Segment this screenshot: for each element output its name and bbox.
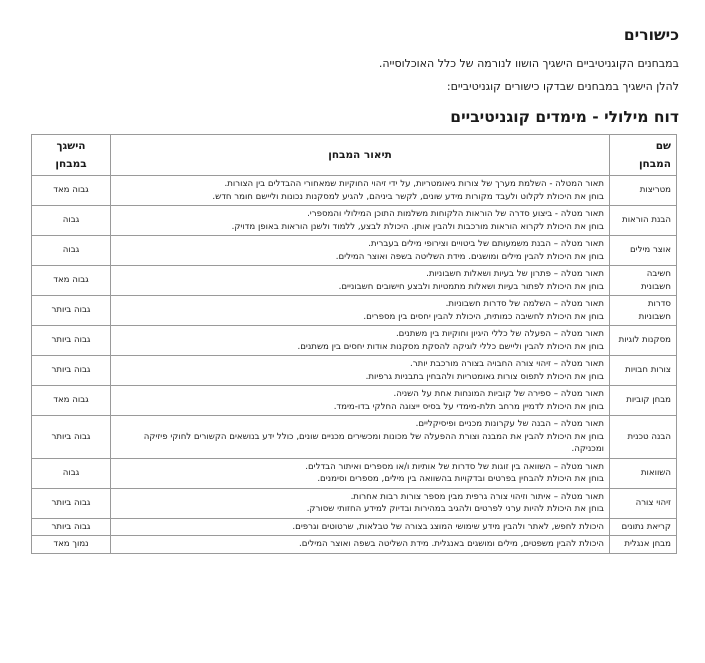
table-row	[32, 386, 677, 416]
achievement-level: גבוה	[32, 458, 111, 488]
test-description: תאור מטלה – השוואה בין זוגות של סדרות של אותיות ו/או מספרים ואיתור הבדלים. בוחן את היכולת להבחין בפרטים ובדקויות בהשוואה בין מילים, מספרים וסימנים.	[111, 458, 610, 488]
achievement-level: גבוה מאד	[32, 386, 111, 416]
test-description: תאור מטלה – זיהוי צורה החבויה בצורה מורכבת יותר. בוחן את היכולת לתפוס צורות גאומטריות ולהבחין בתבניות גרפיות.	[111, 356, 610, 386]
intro-line-norm: במבחנים הקוגניטיביים הישגיך הושוו לנורמה של כלל האוכלוסייה.	[378, 57, 679, 70]
test-name: זיהוי צורה	[610, 488, 677, 518]
table-row	[32, 356, 677, 386]
achievement-level: גבוה ביותר	[32, 296, 111, 326]
table-row	[32, 458, 677, 488]
test-name: מסקנות לוגיות	[610, 326, 677, 356]
achievement-level: גבוה ביותר	[32, 518, 111, 536]
test-name: הבנה טכנית	[610, 416, 677, 459]
achievement-level: גבוה	[32, 236, 111, 266]
achievement-level: נמוך מאד	[32, 536, 111, 554]
test-name: מבחן אנגלית	[610, 536, 677, 554]
table-row	[32, 488, 677, 518]
test-description: תאור מטלה – הפעלה של כללי היגיון וחוקיות בין משתנים. בוחן את היכולת להבין וליישם כללי לוגיקה להסקת מסקנות אודות יחסים בין משתנים.	[111, 326, 610, 356]
table-row	[32, 416, 677, 459]
table-row	[32, 518, 677, 536]
table-row	[32, 536, 677, 554]
test-name: השוואות	[610, 458, 677, 488]
table-header-row	[32, 135, 677, 176]
intro-line-results: להלן הישגיך במבחנים שבדקו כישורים קוגניטיביים:	[446, 80, 679, 93]
test-description: תאור מטלה – הבנה של עקרונות מכניים ופיסיקליים. בוחן את היכולת להבין את המבנה וצורת ההפעלה של מכונות ומכשירים מכניים שונים, כולל ידע בנושאים הקשורים לחוקי פיזיקה ומכניקה.	[111, 416, 610, 459]
test-description: תאור מטלה – השלמה של סדרות חשבוניות. בוחן את היכולת לחשיבה כמותית, היכולת להבין יחסים בין מספרים.	[111, 296, 610, 326]
table-row	[32, 326, 677, 356]
test-name: הבנת הוראות	[610, 206, 677, 236]
achievement-level: גבוה	[32, 206, 111, 236]
table-row	[32, 296, 677, 326]
test-name: מטריצות	[610, 176, 677, 206]
table-row	[32, 176, 677, 206]
test-description: היכולת להבין משפטים, מילים ומושגים באנגלית. מידת השליטה בשפה ואוצר המילים.	[111, 536, 610, 554]
test-description: תאור מטלה - ביצוע סדרה של הוראות הלקוחות משלמות התוכן המילולי והמספרי. בוחן את היכולת לקרוא הוראות מורכבות ולהבין אותן. היכולת לבצע, ללמוד ולשנן הוראות באופן מדויק.	[111, 206, 610, 236]
test-description: תאור מטלה – פתרון של בעיות ושאלות חשבוניות. בוחן את היכולת לפתור בעיות ושאלות מתמטיות ולבצע חישובים חשבוניים.	[111, 266, 610, 296]
report-heading: דוח מילולי - מימדים קוגניטיביים	[450, 108, 679, 126]
achievement-level: גבוה ביותר	[32, 416, 111, 459]
test-description: תאור מטלה – איתור וזיהוי צורה גרפית מבין מספר צורות רבות אחרות. בוחן את היכולת להיות ערני לפרטים ולהגיב במהירות ובדיוק למידע החזותי שסורק.	[111, 488, 610, 518]
test-name: סדרות חשבוניות	[610, 296, 677, 326]
achievement-level: גבוה מאד	[32, 266, 111, 296]
test-name: צורות חבויות	[610, 356, 677, 386]
test-name: מבחן קוביות	[610, 386, 677, 416]
table-row	[32, 206, 677, 236]
achievement-level: גבוה ביותר	[32, 488, 111, 518]
test-name: אוצר מילים	[610, 236, 677, 266]
test-description: תאור מטלה – הבנת משמעותם של ביטויים וצירופי מילים בעברית. בוחן את היכולת להבין מילים ומושגים. מידת השליטה בשפה ואוצר המילים.	[111, 236, 610, 266]
achievement-level: גבוה מאד	[32, 176, 111, 206]
header-achievement: הישגך במבחן	[32, 135, 111, 176]
achievement-level: גבוה ביותר	[32, 326, 111, 356]
test-description: היכולת לחפש, לאתר ולהבין מידע שימושי המוצג בצורה של טבלאות, שרטוטים וגרפים.	[111, 518, 610, 536]
test-description: תאור המטלה - השלמת מערך של צורות גיאומטריות, על ידי זיהוי החוקיות שמאחורי ההבדלים בין הצורות. בוחן את היכולת לקלוט ולעבד מקורות מידע שונים, לקשר ביניהם, להגיע למסקנות נכונות וליישם חומר חדש.	[111, 176, 610, 206]
header-test-name: שם המבחן	[610, 135, 677, 176]
cognitive-results-table	[31, 134, 677, 554]
table-row	[32, 236, 677, 266]
test-name: קריאת נתונים	[610, 518, 677, 536]
test-name: חשיבה חשבונית	[610, 266, 677, 296]
section-heading-skills: כישורים	[623, 26, 679, 44]
test-description: תאור מטלה – ספירה של קוביות המונחות אחת על השניה. בוחן את היכולת לדמיין מרחב תלת-מימדי על בסיס ייצוגה החלקי בדו-מימד.	[111, 386, 610, 416]
header-test-description: תיאור המבחן	[111, 135, 610, 176]
table-row	[32, 266, 677, 296]
achievement-level: גבוה ביותר	[32, 356, 111, 386]
